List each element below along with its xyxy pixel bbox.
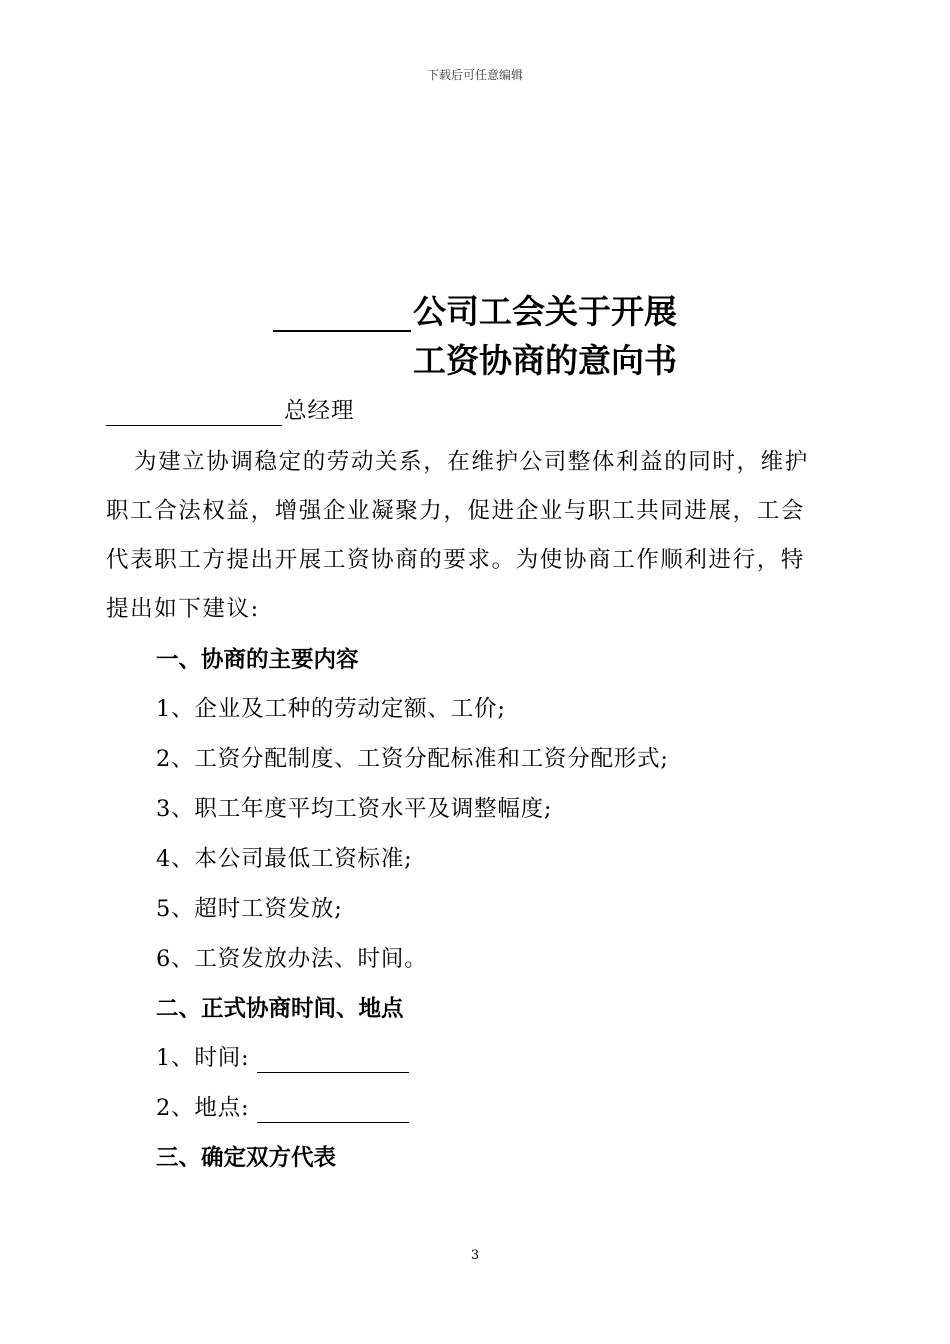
addressee-title: 总经理: [284, 398, 355, 424]
section-1-item-6: 6、工资发放办法、时间。: [156, 946, 428, 972]
section-1-item-2: 2、工资分配制度、工资分配标准和工资分配形式;: [156, 746, 669, 772]
addressee-name-blank[interactable]: [106, 399, 282, 426]
addressee-line: [106, 396, 355, 426]
title-line-1: [0, 292, 950, 332]
page-number: 3: [470, 1248, 480, 1263]
intro-line-3: 代表职工方提出开展工资协商的要求。为使协商工作顺利进行，特: [106, 547, 805, 573]
title-text-1: 公司工会关于开展: [413, 292, 677, 331]
section-1-item-3: 3、职工年度平均工资水平及调整幅度;: [156, 796, 553, 822]
section-1-item-5: 5、超时工资发放;: [156, 896, 343, 922]
location-blank[interactable]: [257, 1098, 409, 1123]
location-row: [156, 1093, 409, 1123]
section-heading-1: 一、协商的主要内容: [156, 647, 359, 673]
intro-line-2: 职工合法权益，增强企业凝聚力，促进企业与职工共同进展，工会: [106, 498, 805, 524]
time-blank[interactable]: [257, 1048, 409, 1073]
intro-line-4: 提出如下建议:: [106, 596, 260, 622]
section-1-item-1: 1、企业及工种的劳动定额、工价;: [156, 696, 506, 722]
title-line-2: [0, 341, 950, 381]
section-heading-2: 二、正式协商时间、地点: [156, 996, 404, 1022]
section-heading-3: 三、确定双方代表: [156, 1145, 337, 1171]
header-note: 下载后可任意编辑: [426, 68, 523, 82]
time-row: [156, 1043, 409, 1073]
title-text-2: 工资协商的意向书: [413, 341, 677, 380]
time-label: 1、时间:: [156, 1045, 250, 1071]
section-1-item-4: 4、本公司最低工资标准;: [156, 846, 413, 872]
company-name-blank[interactable]: [273, 300, 411, 332]
location-label: 2、地点:: [156, 1095, 250, 1121]
intro-line-1: 为建立协调稳定的劳动关系，在维护公司整体利益的同时，维护: [134, 449, 809, 475]
